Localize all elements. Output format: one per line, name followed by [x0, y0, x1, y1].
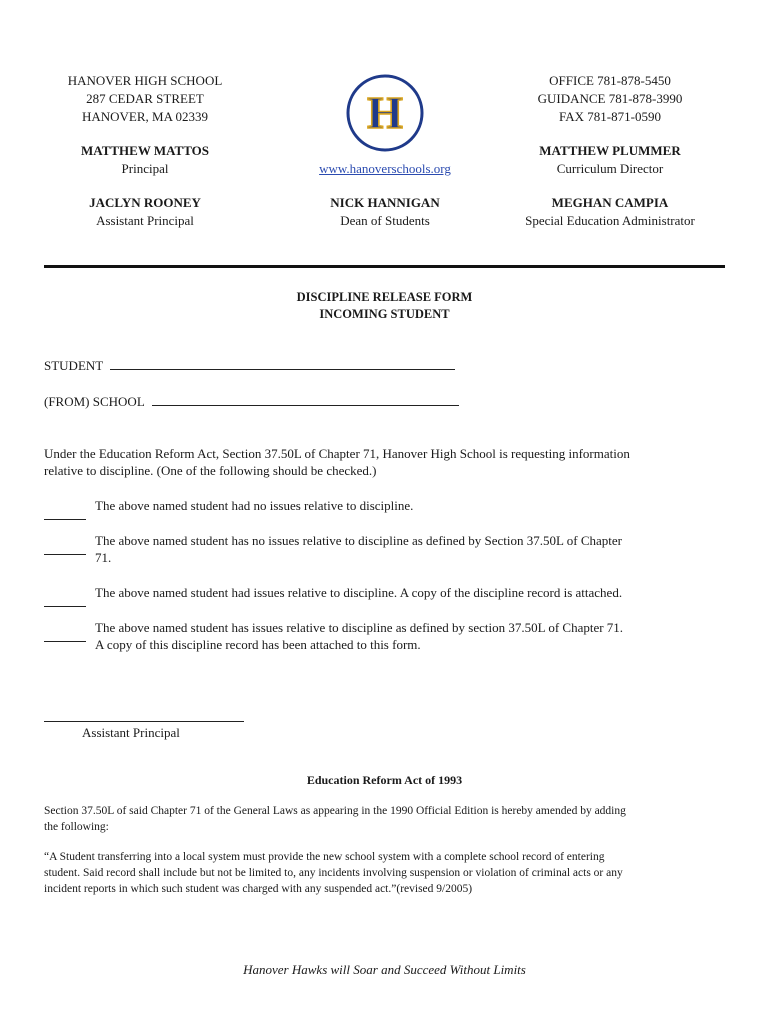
- option-2-checkline-wrap: [44, 542, 86, 560]
- school-street: 287 CEDAR STREET: [86, 91, 204, 106]
- dean-title: Dean of Students: [340, 213, 430, 228]
- act-para2-line2: student. Said record shall include but not be limited to, any incidents involving suspension or violation of criminal acts or any: [44, 867, 623, 879]
- act-para1-line1: Section 37.50L of said Chapter 71 of the General Laws as appearing in the 1990 Official Edition is hereby amended by adding: [44, 805, 626, 817]
- option-2-text-line1: The above named student has no issues relative to discipline as defined by Section 37.50L of Chapter: [95, 533, 622, 548]
- option-4-text-line2: A copy of this discipline record has been attached to this form.: [95, 637, 421, 652]
- curriculum-director-title: Curriculum Director: [556, 161, 664, 176]
- website-link[interactable]: www.hanoverschools.org: [319, 161, 451, 176]
- from-school-input-line[interactable]: [152, 394, 459, 406]
- school-logo: [345, 73, 425, 153]
- principal-title: Principal: [121, 161, 169, 176]
- logo-letter: H: [367, 87, 403, 138]
- option-2-checkline[interactable]: [44, 543, 86, 555]
- act-para1-line2: the following:: [44, 821, 109, 833]
- assistant-principal-title: Assistant Principal: [96, 213, 194, 228]
- option-3-checkline-wrap: [44, 594, 86, 612]
- act-para2-line1: “A Student transferring into a local system must provide the new school system with a complete school record of entering: [44, 851, 605, 863]
- header-divider: [44, 265, 725, 268]
- curriculum-director-name: MATTHEW PLUMMER: [539, 143, 681, 158]
- form-title-line1: DISCIPLINE RELEASE FORM: [296, 290, 473, 304]
- sped-admin-name: MEGHAN CAMPIA: [551, 195, 669, 210]
- student-label: STUDENT: [44, 358, 103, 373]
- fax-number: FAX 781-871-0590: [559, 109, 661, 124]
- website-link-wrap: [280, 160, 490, 178]
- student-field-row: [44, 357, 455, 375]
- office-phone: OFFICE 781-878-5450: [549, 73, 671, 88]
- signature-label: Assistant Principal: [82, 725, 180, 740]
- principal-name: MATTHEW MATTOS: [81, 143, 209, 158]
- option-2-text-line2: 71.: [95, 550, 112, 565]
- option-1-checkline-wrap: [44, 507, 86, 525]
- option-4-checkline[interactable]: [44, 630, 86, 642]
- act-heading: Education Reform Act of 1993: [306, 773, 463, 787]
- from-school-label: (FROM) SCHOOL: [44, 394, 145, 409]
- option-3-text: The above named student had issues relative to discipline. A copy of the discipline record is attached.: [95, 585, 623, 600]
- student-input-line[interactable]: [110, 358, 455, 370]
- intro-line1: Under the Education Reform Act, Section 37.50L of Chapter 71, Hanover High School is requesting information: [44, 446, 630, 461]
- school-name: HANOVER HIGH SCHOOL: [67, 73, 223, 88]
- option-4-checkline-wrap: [44, 629, 86, 647]
- school-logo-graphic: [345, 73, 425, 153]
- dean-name: NICK HANNIGAN: [330, 195, 440, 210]
- sped-admin-title: Special Education Administrator: [525, 213, 695, 228]
- form-title-line2: INCOMING STUDENT: [319, 307, 450, 321]
- signature-line[interactable]: [44, 710, 244, 722]
- school-city: HANOVER, MA 02339: [81, 109, 209, 124]
- guidance-phone: GUIDANCE 781-878-3990: [537, 91, 683, 106]
- option-1-text: The above named student had no issues relative to discipline.: [95, 498, 414, 513]
- footer-motto: Hanover Hawks will Soar and Succeed Without Limits: [243, 962, 526, 977]
- school-field-row: [44, 393, 459, 411]
- option-1-checkline[interactable]: [44, 508, 86, 520]
- intro-line2: relative to discipline. (One of the following should be checked.): [44, 463, 377, 478]
- option-3-checkline[interactable]: [44, 595, 86, 607]
- option-4-text-line1: The above named student has issues relative to discipline as defined by section 37.50L of Chapter 71.: [95, 620, 624, 635]
- act-para2-line3: incident reports in which such student was charged with any suspended act.”(revised 9/2005): [44, 883, 473, 895]
- assistant-principal-name: JACLYN ROONEY: [89, 195, 201, 210]
